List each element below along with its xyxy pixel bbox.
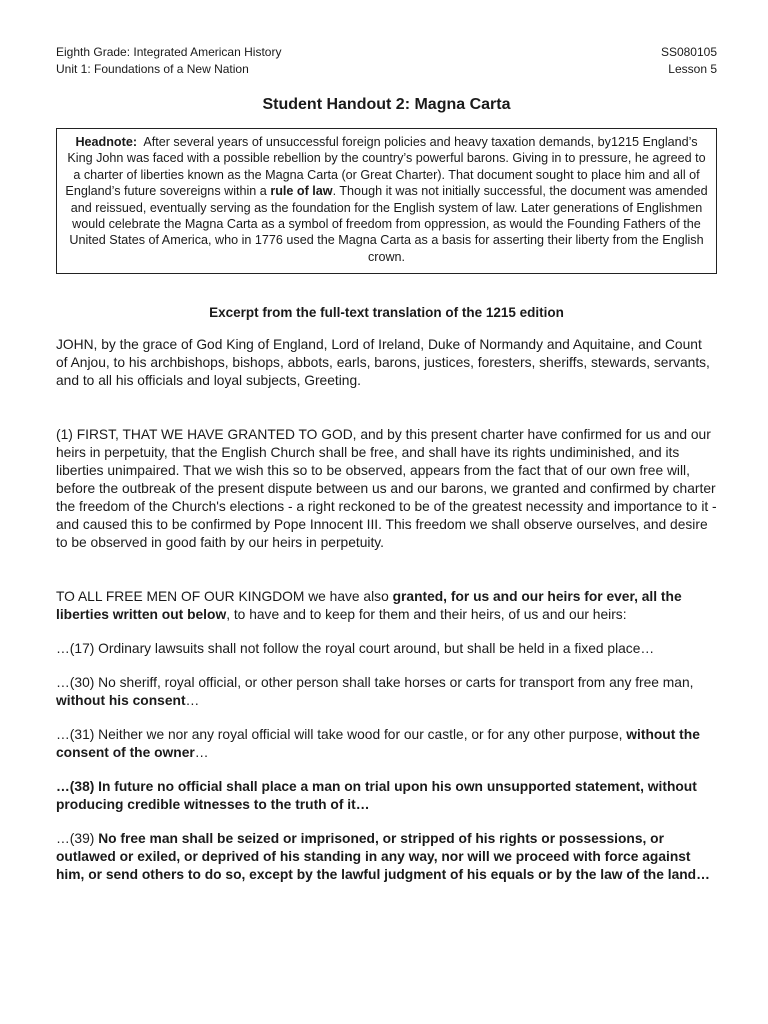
lesson-number: Lesson 5: [668, 62, 717, 76]
handout-page: [56, 44, 717, 884]
clause-31-after: …: [194, 745, 209, 761]
clause-39-before: …(39): [56, 831, 95, 847]
clause-39-bold: No free man shall be seized or imprisoned, or stripped of his rights or possessions, or outlawed or exiled, or deprived of his standing in any way, nor will we proceed with force against him, or send others to do so, except by the lawful judgment of his equals or by the law of the land…: [56, 831, 710, 883]
course-name: Eighth Grade: Integrated American History: [56, 45, 282, 59]
john-paragraph: JOHN, by the grace of God King of England, Lord of Ireland, Duke of Normandy and Aquitaine, and Count of Anjou, to his archbishops, bishops, abbots, earls, barons, justices, foresters, sheriffs, stewards, servants, and to all his officials and loyal subjects, Greeting.: [56, 337, 710, 389]
free-men-before: TO ALL FREE MEN OF OUR KINGDOM we have also: [56, 589, 389, 605]
free-men-bold: granted, for us and our heirs for ever, all the liberties written out below: [56, 589, 682, 623]
clause-30-before: …(30) No sheriff, royal official, or other person shall take horses or carts for transport from any free man,: [56, 675, 694, 691]
headnote-label: Headnote:: [75, 135, 138, 149]
clause-31: [56, 726, 717, 762]
clause-1-paragraph: (1) FIRST, THAT WE HAVE GRANTED TO GOD, and by this present charter have confirmed for us and our heirs in perpetuity, that the English Church shall be free, and shall have its rights undiminished, and its liberties unimpaired. That we wish this so to be observed, appears from the fact that of our own free will, before the outbreak of the present dispute between us and our barons, we granted and confirmed by charter the freedom of the Church's elections - a right reckoned to be of the greatest necessity and importance to it - and caused this to be confirmed by Pope Innocent III. This freedom we shall observe ourselves, and desire to be observed in good faith by our heirs in perpetuity.: [56, 427, 717, 551]
clause-38: …(38) In future no official shall place a man on trial upon his own unsupported statement, without producing credible witnesses to the truth of it…: [56, 779, 697, 813]
clause-30-bold: without his consent: [56, 693, 186, 709]
clause-31-bold: without the consent of the owner: [56, 727, 700, 761]
headnote-text-before: After several years of unsuccessful foreign policies and heavy taxation demands, by1215 England’s King John was faced with a possible rebellion by the country’s powerful barons. Giving in to pressure, he agreed to a charter of liberties known as the Magna Carta (or Great Charter). That document sought to place him and all of England’s future sovereigns within a: [65, 135, 706, 199]
clause-30: [56, 674, 717, 710]
course-code: SS080105: [660, 45, 717, 59]
free-men-after: , to have and to keep for them and their heirs, of us and our heirs:: [226, 607, 627, 623]
free-men-paragraph: [56, 588, 717, 624]
header-left: [56, 44, 281, 78]
excerpt-title: Excerpt from the full-text translation of the 1215 edition: [209, 305, 564, 321]
page-title: Student Handout 2: Magna Carta: [262, 96, 511, 113]
clause-39: [56, 830, 717, 884]
clause-30-after: …: [185, 693, 200, 709]
headnote-text-after: . Though it was not initially successful, the document was amended and reissued, eventually serving as the foundation for the English system of law. Later generations of Englishmen would celebrate the Magna Carta as a symbol of freedom from oppression, as would the Founding Fathers of the United States of America, who in 1776 used the Magna Carta as a basis for asserting their liberty from the English crown.: [69, 184, 708, 264]
page-header: [56, 44, 717, 78]
clause-17: …(17) Ordinary lawsuits shall not follow the royal court around, but shall be held in a fixed place…: [56, 641, 655, 657]
unit-name: Unit 1: Foundations of a New Nation: [56, 62, 249, 76]
header-right: [661, 44, 717, 78]
headnote-box: [56, 128, 717, 274]
headnote-bold-term: rule of law: [270, 184, 333, 199]
clause-31-before: …(31) Neither we nor any royal official will take wood for our castle, or for any other purpose,: [56, 727, 623, 743]
